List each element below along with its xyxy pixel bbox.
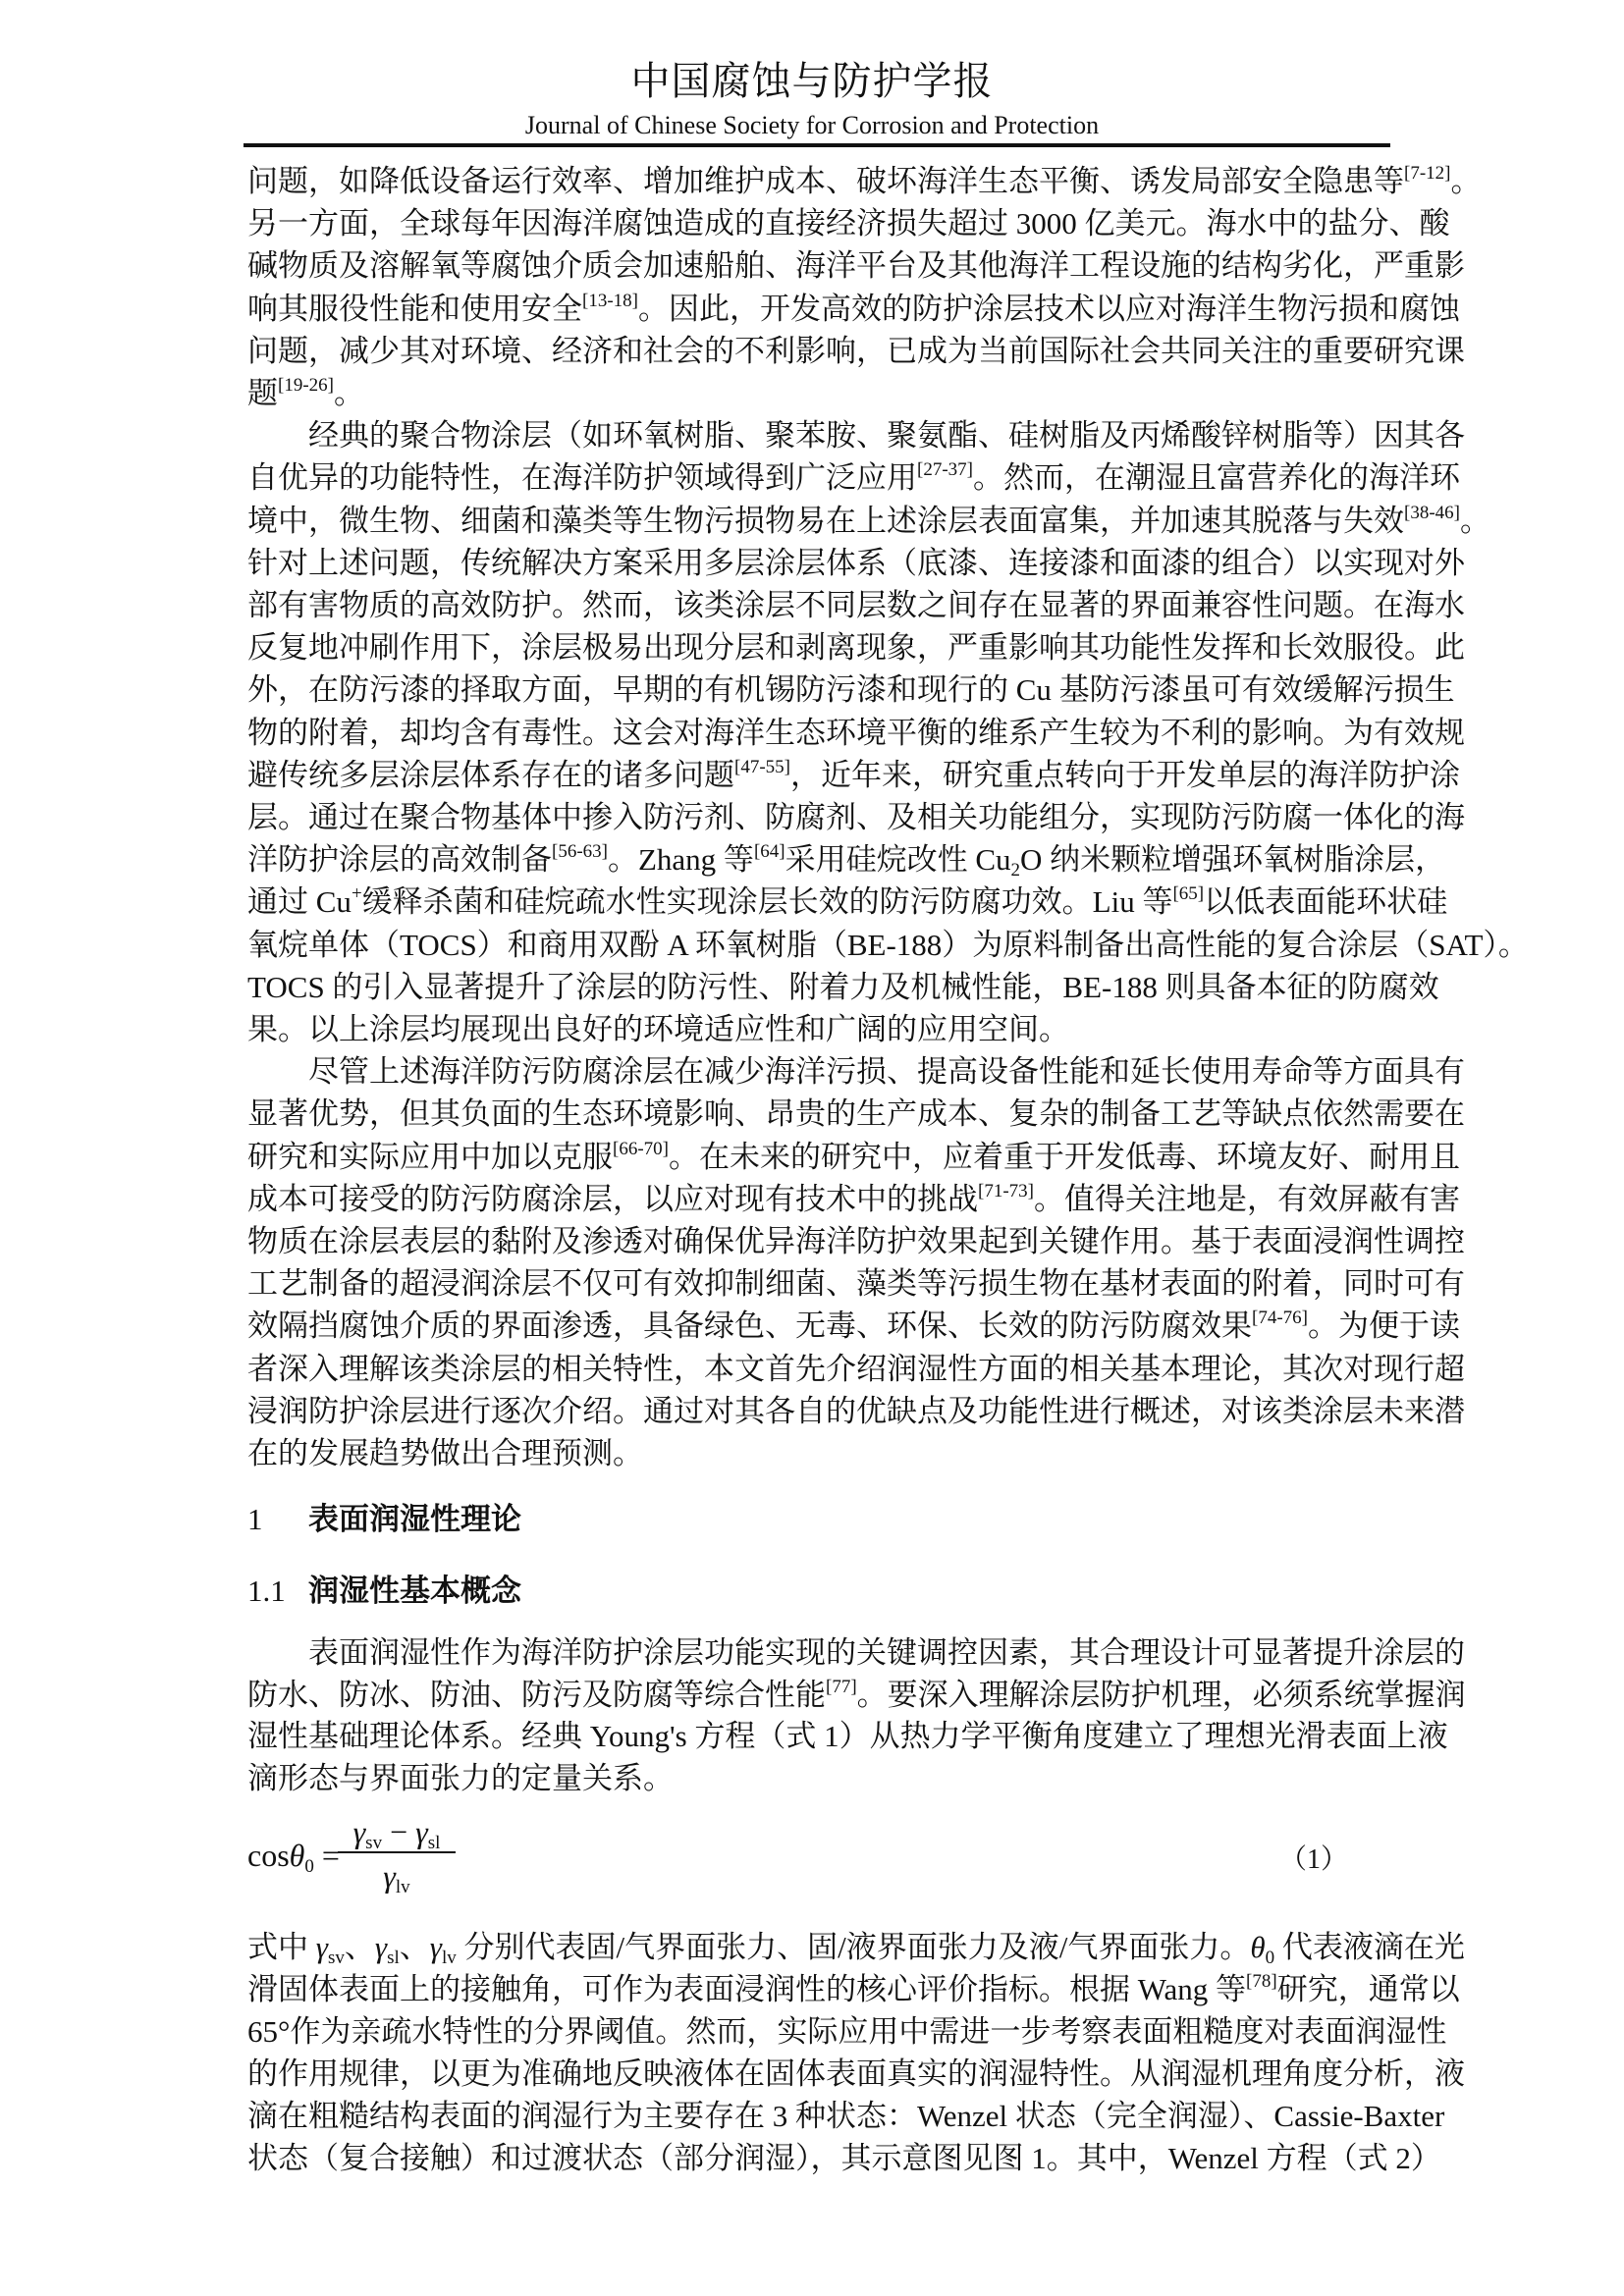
text-line xyxy=(247,1926,1465,1968)
text-line xyxy=(247,1008,1387,1050)
text-run: 浸润防护涂层进行逐次介绍。通过对其各自的优缺点及功能性进行概述，对该类涂层未来潜 xyxy=(247,1393,1465,1428)
equals-sign: = xyxy=(313,1838,340,1873)
text-run: 问题，如降低设备运行效率、增加维护成本、破坏海洋生态平衡、诱发局部安全隐患等 xyxy=(247,164,1404,198)
equation-number: （1） xyxy=(1278,1844,1348,1875)
text-line xyxy=(308,1631,1465,1674)
text-line xyxy=(247,2010,1447,2053)
citation-ref: [71-73] xyxy=(978,1180,1034,1201)
text-line xyxy=(247,1674,1466,1716)
subscript: 2 xyxy=(1010,860,1021,881)
text-run: 氧烷单体（TOCS）和商用双酚 A 环氧树脂（BE-188）为原料制备出高性能的复合涂层（SAT）。 xyxy=(247,927,1529,962)
header-rule xyxy=(244,143,1390,147)
superscript: + xyxy=(351,883,362,905)
text-run: 自优异的功能特性，在海洋防护领域得到广泛应用 xyxy=(247,460,917,496)
text-run: 。因此，开发高效的防护涂层技术以应对海洋生物污损和腐蚀 xyxy=(637,291,1460,326)
text-run: 成本可接受的防污防腐涂层，以应对现有技术中的挑战 xyxy=(247,1181,978,1216)
text-run: 境中，微生物、细菌和藻类等生物污损物易在上述涂层表面富集，并加速其脱落与失效 xyxy=(247,503,1404,538)
text-run: 防水、防冰、防油、防污及防腐等综合性能 xyxy=(247,1677,826,1712)
text-run: 。要深入理解涂层防护机理，必须系统掌握润 xyxy=(856,1677,1466,1712)
text-line xyxy=(247,244,1465,287)
text-run: 题 xyxy=(247,376,278,410)
subscript: sv xyxy=(365,1833,383,1853)
fraction-denominator xyxy=(338,1853,456,1895)
text-run: 避传统多层涂层体系存在的诸多问题 xyxy=(247,757,734,792)
citation-ref: [65] xyxy=(1172,883,1205,905)
text-run: 碱物质及溶解氧等腐蚀介质会加速船舶、海洋平台及其他海洋工程设施的结构劣化，严重影 xyxy=(247,248,1465,284)
text-run: 滴在粗糙结构表面的润湿行为主要存在 3 种状态：Wenzel 状态（完全润湿）、Cassie-Baxter xyxy=(247,2099,1445,2133)
section-title: 润湿性基本概念 xyxy=(308,1574,521,1608)
text-line xyxy=(247,500,1490,542)
math-symbol: γ xyxy=(315,1930,328,1964)
text-line xyxy=(247,1093,1465,1135)
section-heading-1-1 xyxy=(247,1570,521,1612)
text-run: 在的发展趋势做出合理预测。 xyxy=(247,1436,643,1470)
text-run: 表面润湿性作为海洋防护涂层功能实现的关键调控因素，其合理设计可显著提升涂层的 xyxy=(308,1635,1465,1670)
text-line xyxy=(247,372,1387,414)
text-run: 物的附着，却均含有毒性。这会对海洋生态环境平衡的维系产生较为不利的影响。为有效规 xyxy=(247,715,1465,750)
text-run: 显著优势，但其负面的生态环境影响、昂贵的生产成本、复杂的制备工艺等缺点依然需要在 xyxy=(247,1096,1465,1132)
text-line xyxy=(247,1432,1387,1474)
text-line xyxy=(247,1968,1460,2010)
text-run: 反复地冲刷作用下，涂层极易出现分层和剥离现象，严重影响其功能性发挥和长效服役。此 xyxy=(247,630,1465,666)
text-line xyxy=(247,754,1460,796)
text-run: 。 xyxy=(333,376,364,410)
text-line xyxy=(247,1262,1465,1305)
text-run: 外，在防污漆的择取方面，早期的有机锡防污漆和现行的 Cu 基防污漆虽可有效缓解污损生 xyxy=(247,672,1455,708)
theta-subscript: 0 xyxy=(304,1856,314,1877)
citation-ref: [56-63] xyxy=(552,841,608,863)
text-line xyxy=(247,1178,1460,1220)
text-run: 部有害物质的高效防护。然而，该类涂层不同层数之间存在显著的界面兼容性问题。在海水 xyxy=(247,588,1465,622)
math-symbol: γ xyxy=(374,1930,388,1964)
equation-1 xyxy=(247,1812,1387,1905)
text-run: 状态（复合接触）和过渡状态（部分润湿），其示意图见图 1。其中，Wenzel 方程（式 2） xyxy=(247,2141,1441,2175)
text-line xyxy=(247,1390,1465,1432)
text-run: 湿性基础理论体系。经典 Young's 方程（式 1）从热力学平衡角度建立了理想光滑表面上液 xyxy=(247,1719,1448,1753)
text-line xyxy=(247,1757,1387,1799)
equation-lhs xyxy=(247,1838,340,1877)
text-run: 者深入理解该类涂层的相关特性，本文首先介绍润湿性方面的相关基本理论，其次对现行超 xyxy=(247,1351,1465,1386)
citation-ref: [77] xyxy=(826,1676,857,1697)
text-run: 。在未来的研究中，应着重于开发低毒、环境友好、耐用且 xyxy=(668,1139,1460,1174)
text-run: 以低表面能环状硅 xyxy=(1204,884,1448,920)
text-line xyxy=(247,2137,1441,2179)
citation-ref: [38-46] xyxy=(1404,502,1460,523)
fraction-numerator xyxy=(338,1812,456,1851)
cos-text: cos xyxy=(247,1838,290,1873)
text-line xyxy=(247,202,1450,244)
text-line xyxy=(247,838,1446,881)
citation-ref: [27-37] xyxy=(917,459,973,481)
text-run: 经典的聚合物涂层（如环氧树脂、聚苯胺、聚氨酯、硅树脂及丙烯酸锌树脂等）因其各 xyxy=(308,418,1465,454)
journal-english-title: Journal of Chinese Society for Corrosion and Protection xyxy=(524,111,1100,139)
citation-ref: [13-18] xyxy=(582,290,638,311)
citation-ref: [66-70] xyxy=(613,1138,669,1159)
text-line xyxy=(247,584,1465,626)
text-run: 工艺制备的超浸润涂层不仅可有效抑制细菌、藻类等污损生物在基材表面的附着，同时可有 xyxy=(247,1266,1465,1302)
text-run: 。值得关注地是，有效屏蔽有害 xyxy=(1033,1181,1460,1216)
text-run: 滴形态与界面张力的定量关系。 xyxy=(247,1760,674,1795)
text-line xyxy=(247,881,1448,923)
text-run: 研究，通常以 xyxy=(1276,1972,1460,2006)
subscript: sl xyxy=(387,1948,400,1968)
text-line xyxy=(308,414,1465,456)
citation-ref: [47-55] xyxy=(734,756,790,777)
text-run: 果。以上涂层均展现出良好的环境适应性和广阔的应用空间。 xyxy=(247,1012,1069,1046)
text-run: 通过 Cu xyxy=(247,884,352,920)
citation-ref: [78] xyxy=(1246,1971,1277,1992)
text-run: 尽管上述海洋防污防腐涂层在减少海洋污损、提高设备性能和延长使用寿命等方面具有 xyxy=(308,1054,1465,1090)
text-run: 65°作为亲疏水特性的分界阈值。然而，实际应用中需进一步考察表面粗糙度对表面润湿性 xyxy=(247,2014,1447,2049)
text-run: O 纳米颗粒增强环氧树脂涂层， xyxy=(1020,842,1446,878)
text-run: 。Zhang 等 xyxy=(607,842,754,878)
theta-symbol: θ xyxy=(289,1838,305,1873)
gamma-symbol: γ xyxy=(383,1858,396,1894)
text-run: 分别代表固/气界面张力、固/液界面张力及液/气界面张力。 xyxy=(456,1930,1251,1964)
text-run: 、 xyxy=(344,1930,375,1964)
gamma-symbol: γ xyxy=(415,1814,428,1849)
text-run: 针对上述问题，传统解决方案采用多层涂层体系（底漆、连接漆和面漆的组合）以实现对外 xyxy=(247,545,1465,580)
text-line xyxy=(247,626,1465,668)
text-run: 式中 xyxy=(247,1930,316,1964)
text-run: 、 xyxy=(399,1930,430,1964)
math-symbol: θ xyxy=(1250,1930,1266,1964)
citation-ref: [64] xyxy=(753,841,785,863)
section-title: 表面润湿性理论 xyxy=(308,1502,521,1536)
text-line xyxy=(247,796,1465,838)
text-line xyxy=(247,924,1529,966)
text-run: 效隔挡腐蚀介质的界面渗透，具备绿色、无毒、环保、长效的防污防腐效果 xyxy=(247,1308,1252,1344)
subscript: lv xyxy=(442,1948,457,1968)
text-run: 响其服役性能和使用安全 xyxy=(247,291,582,326)
text-run: 。为便于读 xyxy=(1307,1308,1460,1344)
text-line xyxy=(247,330,1465,372)
text-run: 物质在涂层表层的黏附及渗透对确保优异海洋防护效果起到关键作用。基于表面浸润性调控 xyxy=(247,1224,1465,1258)
text-line xyxy=(247,1220,1465,1262)
text-line xyxy=(247,712,1465,754)
text-line xyxy=(247,1136,1460,1178)
text-line xyxy=(247,668,1455,711)
text-run: 层。通过在聚合物基体中掺入防污剂、防腐剂、及相关功能组分，实现防污防腐一体化的海 xyxy=(247,800,1465,834)
journal-title: 中国腐蚀与防护学报 xyxy=(630,59,994,103)
subscript: lv xyxy=(395,1877,410,1897)
subscript: sl xyxy=(427,1833,441,1853)
text-run: 另一方面，全球每年因海洋腐蚀造成的直接经济损失超过 3000 亿美元。海水中的盐分、酸 xyxy=(247,206,1450,241)
text-run: 。 xyxy=(1459,503,1490,538)
text-run: 。 xyxy=(1450,164,1482,198)
text-run: 洋防护涂层的高效制备 xyxy=(247,842,552,878)
text-run: 问题，减少其对环境、经济和社会的不利影响，已成为当前国际社会共同关注的重要研究课 xyxy=(247,333,1465,368)
section-number: 1 xyxy=(247,1502,263,1536)
text-run: 代表液滴在光 xyxy=(1274,1930,1465,1964)
section-heading-1 xyxy=(247,1498,521,1540)
section-number: 1.1 xyxy=(247,1574,286,1608)
text-run: 。然而，在潮湿且富营养化的海洋环 xyxy=(972,460,1460,496)
citation-ref: [7-12] xyxy=(1404,163,1451,184)
text-run: ，近年来，研究重点转向于开发单层的海洋防护涂 xyxy=(789,757,1460,792)
text-line xyxy=(247,1715,1448,1757)
equation-fraction xyxy=(338,1812,456,1895)
text-line xyxy=(247,2095,1445,2137)
text-run: 采用硅烷改性 Cu xyxy=(785,842,1011,878)
subscript: 0 xyxy=(1265,1948,1275,1968)
text-line xyxy=(247,542,1465,584)
minus-sign: − xyxy=(382,1814,416,1849)
text-line xyxy=(247,1348,1465,1390)
citation-ref: [74-76] xyxy=(1252,1308,1308,1329)
text-line xyxy=(247,160,1482,202)
text-line xyxy=(308,1050,1465,1093)
text-line xyxy=(247,456,1460,499)
text-run: TOCS 的引入显著提升了涂层的防污性、附着力及机械性能，BE-188 则具备本征的防腐效 xyxy=(247,969,1439,1004)
text-line xyxy=(247,288,1460,330)
text-line xyxy=(247,966,1439,1008)
math-symbol: γ xyxy=(429,1930,442,1964)
text-run: 研究和实际应用中加以克服 xyxy=(247,1139,613,1174)
text-run: 缓释杀菌和硅烷疏水性实现涂层长效的防污防腐功效。Liu 等 xyxy=(361,884,1173,920)
citation-ref: [19-26] xyxy=(278,375,334,396)
text-run: 滑固体表面上的接触角，可作为表面浸润性的核心评价指标。根据 Wang 等 xyxy=(247,1972,1247,2006)
gamma-symbol: γ xyxy=(352,1814,366,1849)
text-line xyxy=(247,2053,1465,2095)
text-line xyxy=(247,1305,1460,1347)
text-run: 的作用规律，以更为准确地反映液体在固体表面真实的润湿特性。从润湿机理角度分析，液 xyxy=(247,2056,1465,2091)
subscript: sv xyxy=(327,1948,345,1968)
